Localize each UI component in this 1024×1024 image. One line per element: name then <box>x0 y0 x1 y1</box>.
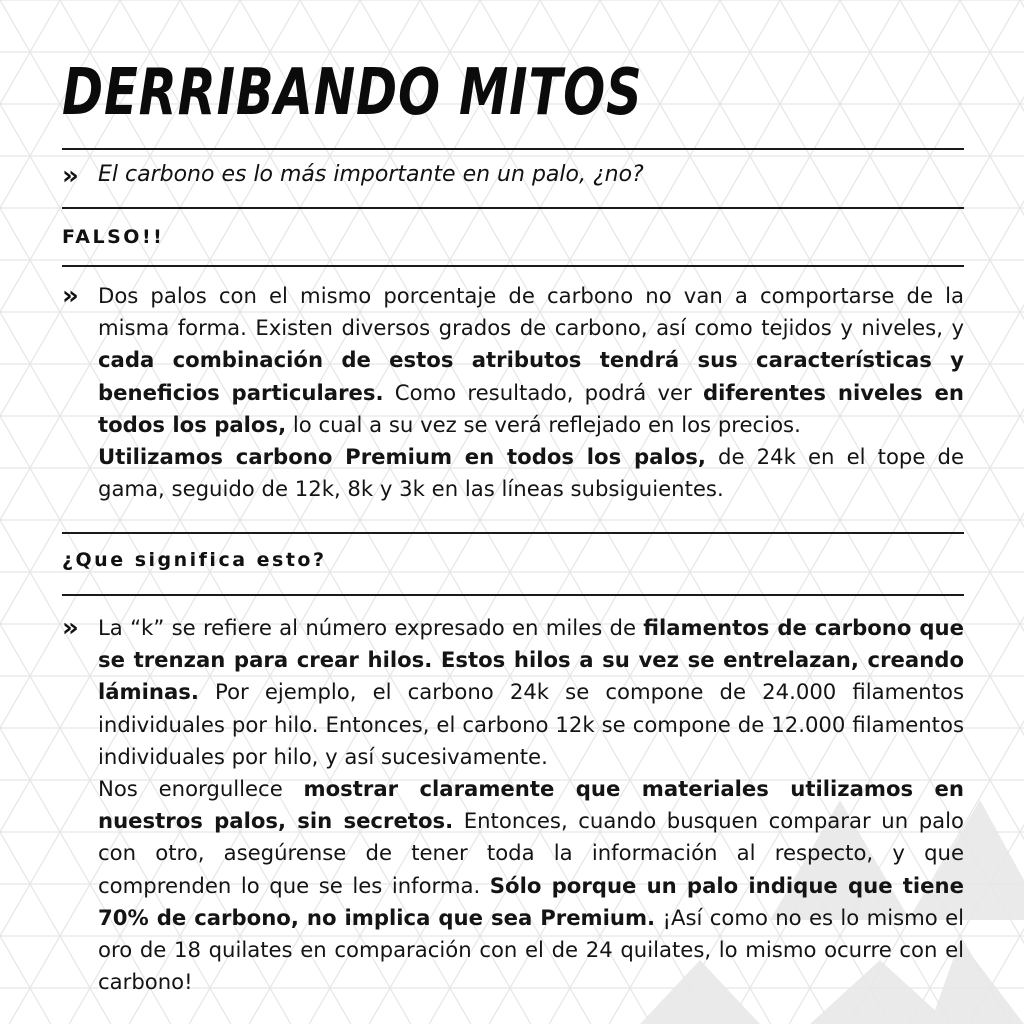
myth-question: El carbono es lo más importante en un palo, ¿no? <box>98 162 644 187</box>
emphasis-text: mostrar claramente que materiales utilizamos en nuestros palos, sin secretos. <box>98 776 964 834</box>
emphasis-text: Sólo porque un palo indique que tiene 70% de carbono, no implica que sea Premium. <box>98 872 964 930</box>
divider <box>62 532 964 534</box>
detail-paragraph <box>98 612 964 998</box>
emphasis-text: filamentos de carbono que se trenzan para crear hilos. Estos hilos a su vez se entrelazan, creando láminas. <box>98 615 964 705</box>
chevron-icon: » <box>62 613 79 643</box>
chevron-icon: » <box>62 161 79 191</box>
body-text: Dos palos con el mismo porcentaje de carbono no van a comportarse de la misma forma. Existen diversos grados de carbono, así como tejidos y niveles, y <box>98 283 964 341</box>
body-text: Entonces, cuando busquen comparar un palo con otro, asegúrense de tener toda la información al respecto, y que comprenden lo que se les informa. <box>98 808 964 898</box>
divider <box>62 148 964 150</box>
divider <box>62 265 964 267</box>
divider <box>62 207 964 209</box>
body-text: lo cual a su vez se verá reflejado en los precios. <box>286 411 801 437</box>
page-title: DERRIBANDO MITOS <box>62 56 643 130</box>
divider <box>62 594 964 596</box>
body-text: Nos enorgullece <box>98 776 304 802</box>
verdict-heading: FALSO!! <box>62 226 165 248</box>
emphasis-text: cada combinación de estos atributos tendrá sus características y beneficios particulares. <box>98 347 964 405</box>
emphasis-text: Utilizamos carbono Premium en todos los palos, <box>98 444 706 470</box>
chevron-icon: » <box>62 281 79 311</box>
body-text: de 24k en el tope de gama, seguido de 12k, 8k y 3k en las líneas subsiguientes. <box>98 444 964 502</box>
body-text: Como resultado, podrá ver <box>383 379 703 405</box>
emphasis-text: diferentes niveles en todos los palos, <box>98 379 964 437</box>
explanation-paragraph <box>98 280 964 505</box>
body-text: La “k” se refiere al número expresado en miles de <box>98 615 644 640</box>
section-heading: ¿Que significa esto? <box>62 549 327 571</box>
body-text: Por ejemplo, el carbono 24k se compone de 24.000 filamentos individuales por hilo. Entonces, el carbono 12k se compone de 12.000 filamentos individuales por hilo, y así sucesivamente. <box>98 679 964 769</box>
body-text: ¡Así como no es lo mismo el oro de 18 quilates en comparación con el de 24 quilates, lo mismo ocurre con el carbono! <box>98 904 964 995</box>
